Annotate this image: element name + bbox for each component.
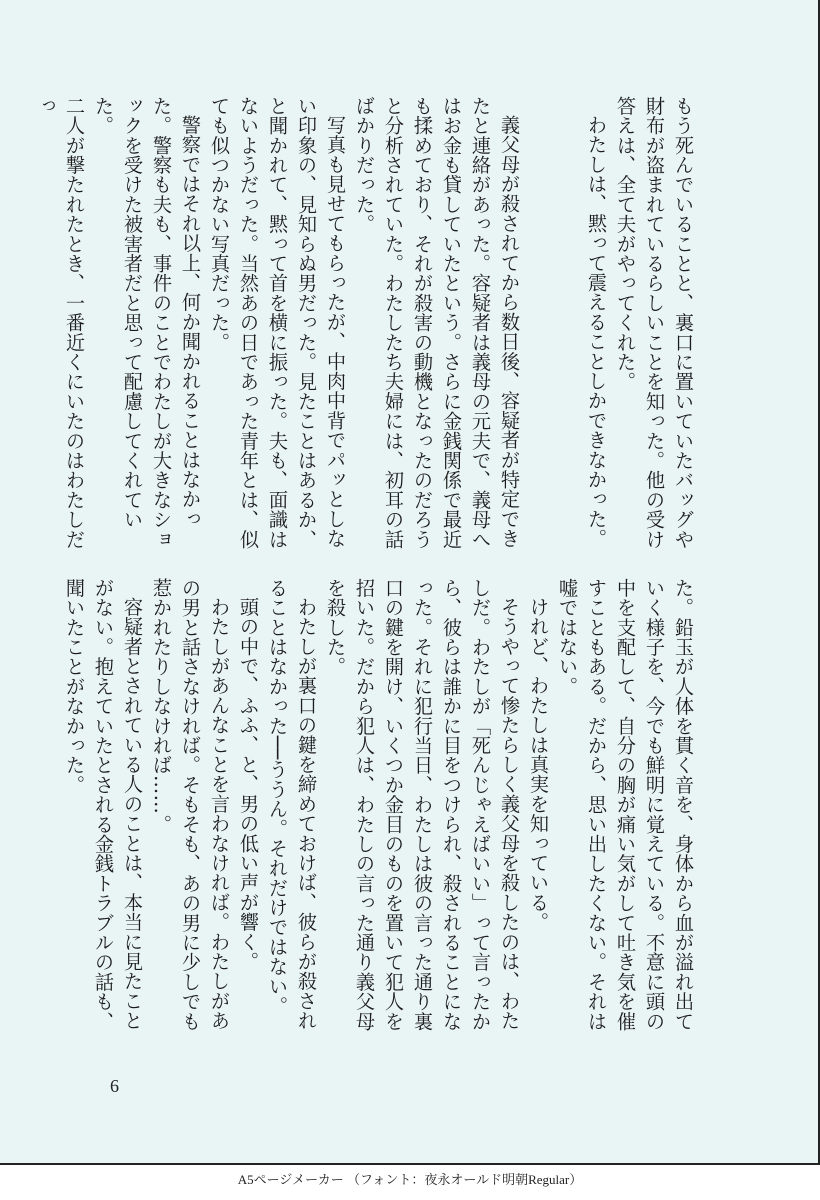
paragraph: わたしがあんなことを言わなければ。わたしがあの男と話さなければ。そもそも、あの男に少しでも惹かれたりしなければ……。: [150, 578, 231, 1032]
paragraph: 警察ではそれ以上、何か聞かれることはなかった。警察も夫も、事件のことでわたしが大きなショックを受けた被害者だと思って配慮してくれていた。: [92, 96, 202, 550]
blank-line: [553, 96, 582, 566]
paragraph: 容疑者とされている人のことは、本当に見たことがない。抱えていたとされる金銭トラブルの話も、聞いたことがなかった。: [63, 578, 144, 1032]
paragraph: けれど、わたしは真実を知っている。: [527, 597, 550, 933]
paragraph: わたしは、黙って震えることしかできなかった。: [585, 115, 608, 549]
page-number: 6: [110, 1076, 119, 1096]
lower-text-block: [63, 578, 698, 1048]
footer-credit: A5ページメーカー （フォント：夜永オールド明朝Regular）: [237, 1172, 583, 1187]
upper-text-block: [34, 96, 698, 566]
paragraph: 義父母が殺されてから数日後、容疑者が特定できたと連絡があった。容疑者は義母の元夫で、義母へはお金も貸していたという。さらに金銭関係で最近も揉めており、それが殺害の動機となったのだろうと分析されていた。わたしたち夫婦には、初耳の話ばかりだった。: [353, 96, 521, 550]
paragraph: た。鉛玉が人体を貫く音を、身体から血が溢れ出ていく様子を、今でも鮮明に覚えている。不意に頭の中を支配して、自分の胸が痛い気がして吐き気を催すこともある。だから、思い出したくない。それは嘘ではない。: [556, 578, 695, 1032]
paragraph: 二人が撃たれたとき、一番近くにいたのはわたしだっ: [34, 96, 86, 550]
paragraph: 写真も見せてもらったが、中肉中背でパッとしない印象の、見知らぬ男だった。見たことはあるか、と聞かれて、黙って首を横に振った。夫も、面識はないようだった。当然あの日であった青年とは、似ても似つかない写真だった。: [208, 96, 347, 550]
paragraph: そうやって惨たらしく義父母を殺したのは、わたしだ。わたしが「死んじゃえばいい」って言ったから、彼らは誰かに目をつけられ、殺されることになった。それに犯行当日、わたしは彼の言った通り裏口の鍵を開け、いくつか金目のものを置いて犯人を招いた。だから犯人は、わたしの言った通り義父母を殺した。: [324, 578, 521, 1032]
paragraph: もう死んでいることと、裏口に置いていたバッグや財布が盗まれているらしいことを知った。他の受け答えは、全て夫がやってくれた。: [614, 96, 695, 550]
paragraph: 頭の中で、ふふ、と、男の低い声が響く。: [237, 597, 260, 972]
paragraph: わたしが裏口の鍵を締めておけば、彼らが殺されることはなかった──ううん。それだけではない。: [266, 578, 318, 1031]
blank-line: [524, 96, 553, 566]
